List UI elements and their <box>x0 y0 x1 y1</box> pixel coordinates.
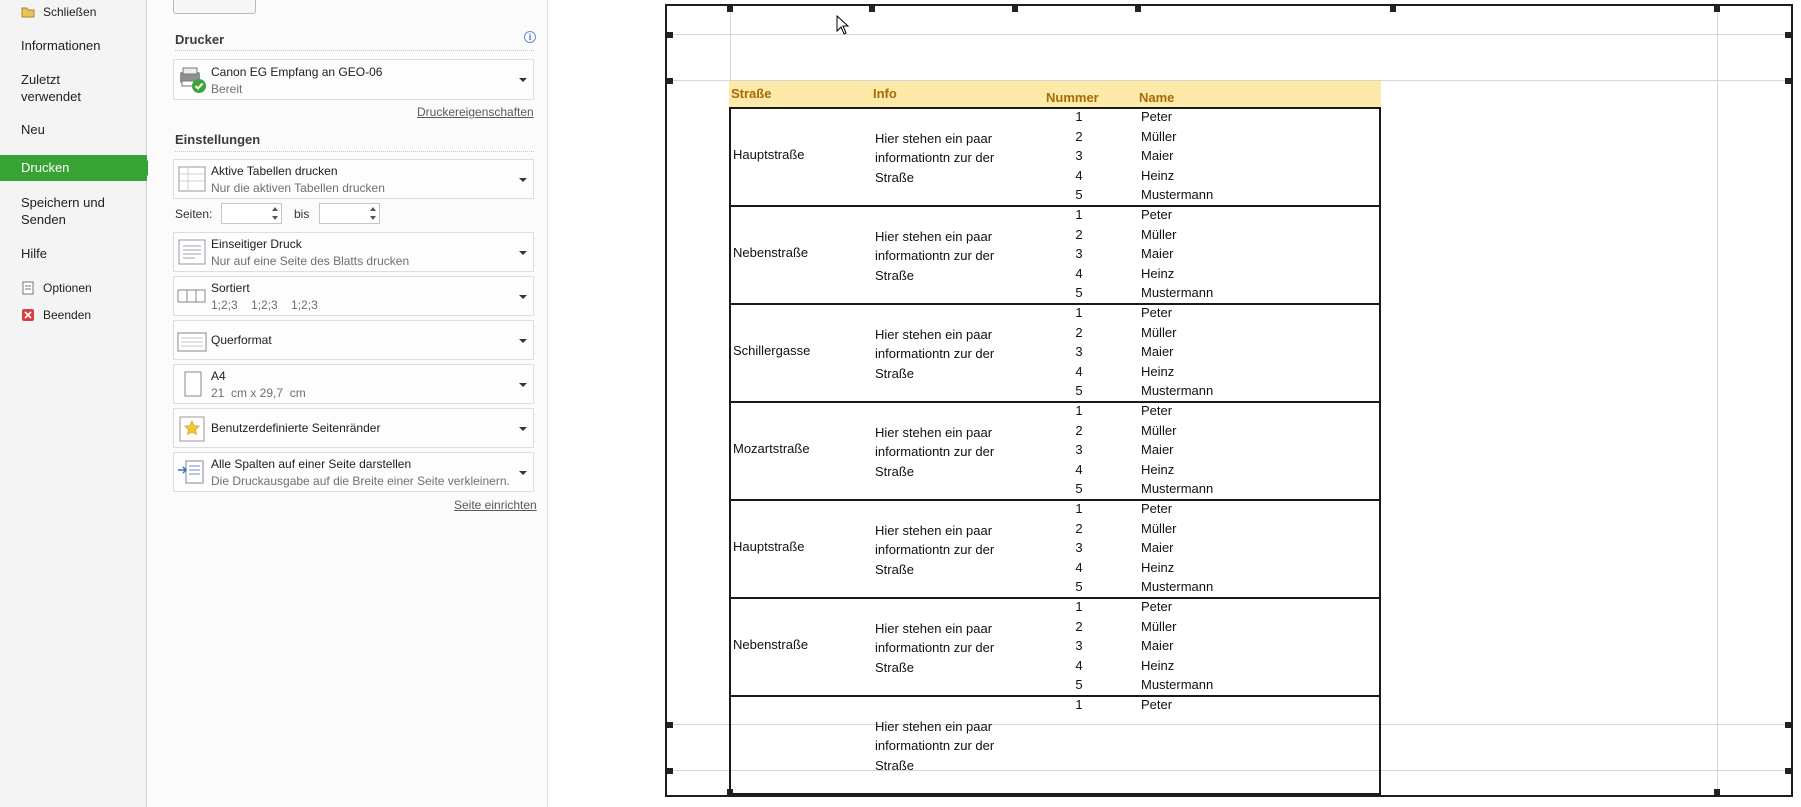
info-cell: Hier stehen ein paar informationtn zur der Straße <box>875 719 995 773</box>
street-cell: Nebenstraße <box>733 245 809 260</box>
pages-to-input[interactable] <box>319 203 380 224</box>
nav-options[interactable] <box>0 280 147 297</box>
name-cell: Heinz <box>1141 559 1175 575</box>
column-header-name: Name <box>1139 90 1175 105</box>
number-cell: 1 <box>1075 305 1083 320</box>
number-cell: 5 <box>1075 677 1083 692</box>
number-cell: 3 <box>1075 148 1083 163</box>
name-cell: Mustermann <box>1141 383 1214 398</box>
nav-exit-label: Beenden <box>43 308 92 322</box>
nav-close-label: Schließen <box>43 5 97 19</box>
table-row <box>731 148 1381 168</box>
info-cell: Hier stehen ein paar informationtn zur der Straße <box>875 523 995 577</box>
sides-sub: Nur auf eine Seite des Blatts drucken <box>211 254 410 268</box>
backstage-navigation <box>0 0 147 807</box>
nav-recent-label: Zuletzt verwendet <box>21 72 81 104</box>
nav-info[interactable] <box>0 37 147 54</box>
number-cell: 1 <box>1075 403 1083 418</box>
printer-heading: Drucker <box>175 32 225 47</box>
scaling-sub: Die Druckausgabe auf die Breite einer Seite verkleinern. <box>211 474 510 488</box>
table-row <box>731 227 1381 247</box>
settings-heading: Einstellungen <box>175 132 261 147</box>
margin-handle[interactable] <box>667 722 673 728</box>
name-cell: Heinz <box>1141 167 1175 183</box>
number-cell: 4 <box>1075 167 1083 183</box>
name-cell: Heinz <box>1141 363 1175 379</box>
number-cell: 2 <box>1075 422 1083 438</box>
preview-table <box>729 81 1381 773</box>
document-options-icon <box>21 281 35 295</box>
street-cell: Schillergasse <box>733 343 811 358</box>
number-cell: 1 <box>1075 501 1083 516</box>
spin-up-icon[interactable] <box>272 207 278 211</box>
print-button[interactable] <box>173 0 256 14</box>
info-cell: Hier stehen ein paar informationtn zur der Straße <box>875 131 995 185</box>
collated-pages-icon <box>177 284 207 312</box>
name-cell: Maier <box>1141 148 1174 163</box>
name-cell: Müller <box>1141 618 1177 634</box>
table-row <box>731 285 1381 305</box>
name-cell: Maier <box>1141 246 1174 261</box>
one-sided-page-icon <box>177 238 207 266</box>
number-cell: 1 <box>1075 697 1083 712</box>
column-header-info: Info <box>873 86 897 101</box>
table-row <box>731 462 1381 482</box>
nav-help[interactable] <box>0 245 147 262</box>
column-header-number: Nummer <box>1046 90 1099 105</box>
collate-dropdown[interactable] <box>173 276 534 316</box>
name-cell: Müller <box>1141 226 1177 242</box>
name-cell: Maier <box>1141 540 1174 555</box>
info-cell: Hier stehen ein paar informationtn zur der Straße <box>875 229 995 283</box>
column-handle[interactable] <box>1714 789 1720 795</box>
nav-print-label: Drucken <box>21 160 70 175</box>
mouse-pointer-icon <box>836 15 848 35</box>
name-cell: Maier <box>1141 442 1174 457</box>
column-header-street: Straße <box>731 86 772 101</box>
column-handle[interactable] <box>1135 6 1141 12</box>
spin-up-icon[interactable] <box>370 207 376 211</box>
page-setup-link[interactable]: Seite einrichten <box>454 498 537 512</box>
name-cell: Müller <box>1141 520 1177 536</box>
orientation-dropdown[interactable] <box>173 320 534 360</box>
name-cell: Peter <box>1141 207 1173 222</box>
print-what-main: Aktive Tabellen drucken <box>211 164 338 178</box>
column-handle[interactable] <box>1012 6 1018 12</box>
name-cell: Müller <box>1141 422 1177 438</box>
number-cell: 3 <box>1075 540 1083 555</box>
name-cell: Maier <box>1141 638 1174 653</box>
table-row <box>731 344 1381 364</box>
info-icon[interactable]: i <box>524 31 536 43</box>
number-cell: 5 <box>1075 187 1083 202</box>
chevron-down-icon <box>519 471 527 475</box>
scaling-main: Alle Spalten auf einer Seite darstellen <box>211 457 412 471</box>
number-cell: 1 <box>1075 207 1083 222</box>
table-row <box>731 383 1381 403</box>
number-cell: 4 <box>1075 461 1083 477</box>
spin-down-icon[interactable] <box>272 216 278 220</box>
margin-handle[interactable] <box>1785 32 1791 38</box>
table-row <box>731 266 1381 286</box>
column-handle[interactable] <box>727 6 733 12</box>
number-cell: 2 <box>1075 520 1083 536</box>
number-cell: 2 <box>1075 618 1083 634</box>
column-handle[interactable] <box>869 6 875 12</box>
name-cell: Mustermann <box>1141 677 1214 692</box>
printer-name: Canon EG Empfang an GEO-06 <box>211 65 383 79</box>
paper-size-sub: 21 cm x 29,7 cm <box>211 386 306 400</box>
margin-handle[interactable] <box>1785 78 1791 84</box>
number-cell: 4 <box>1075 363 1083 379</box>
column-handle[interactable] <box>1714 6 1720 12</box>
pages-label: Seiten: <box>175 207 213 221</box>
number-cell: 3 <box>1075 246 1083 261</box>
table-row <box>731 677 1381 697</box>
printer-status: Bereit <box>211 82 243 96</box>
table-row <box>731 109 1381 129</box>
number-cell: 3 <box>1075 638 1083 653</box>
nav-print[interactable] <box>0 155 147 181</box>
pages-to-label: bis <box>294 207 310 221</box>
print-settings-panel <box>148 0 548 807</box>
nav-new[interactable] <box>0 121 147 138</box>
chevron-down-icon <box>519 251 527 255</box>
printer-divider <box>175 50 534 51</box>
spin-down-icon[interactable] <box>370 216 376 220</box>
name-cell: Peter <box>1141 697 1173 712</box>
chevron-down-icon <box>519 295 527 299</box>
street-cell: Hauptstraße <box>733 147 805 162</box>
chevron-down-icon <box>519 78 527 82</box>
sides-dropdown[interactable] <box>173 232 534 272</box>
number-cell: 4 <box>1075 265 1083 281</box>
street-cell: Mozartstraße <box>733 441 810 456</box>
nav-exit[interactable] <box>0 307 147 324</box>
nav-save-send[interactable] <box>0 194 125 228</box>
table-row <box>731 481 1381 501</box>
table-group <box>729 109 1381 207</box>
margins-main: Benutzerdefinierte Seitenränder <box>211 421 381 435</box>
name-cell: Mustermann <box>1141 285 1214 300</box>
name-cell: Peter <box>1141 403 1173 418</box>
chevron-down-icon <box>519 178 527 182</box>
number-cell: 2 <box>1075 128 1083 144</box>
exit-icon <box>21 308 35 322</box>
nav-save-send-label: Speichern und Senden <box>21 195 105 227</box>
table-group <box>729 501 1381 599</box>
info-cell: Hier stehen ein paar informationtn zur der Straße <box>875 327 995 381</box>
number-cell: 4 <box>1075 657 1083 673</box>
name-cell: Mustermann <box>1141 481 1214 496</box>
table-group <box>729 599 1381 697</box>
name-cell: Peter <box>1141 599 1173 614</box>
number-cell: 5 <box>1075 383 1083 398</box>
name-cell: Mustermann <box>1141 579 1214 594</box>
info-cell: Hier stehen ein paar informationtn zur der Straße <box>875 425 995 479</box>
landscape-page-icon <box>177 328 207 356</box>
name-cell: Maier <box>1141 344 1174 359</box>
street-cell: Nebenstraße <box>733 637 809 652</box>
paper-size-main: A4 <box>211 369 226 383</box>
nav-recent[interactable] <box>0 71 120 105</box>
table-row <box>731 658 1381 678</box>
name-cell: Müller <box>1141 324 1177 340</box>
portrait-page-icon <box>177 370 207 398</box>
collate-sub: 1;2;3 1;2;3 1;2;3 <box>211 298 318 312</box>
table-row <box>731 207 1381 227</box>
sides-main: Einseitiger Druck <box>211 237 302 251</box>
table-row <box>731 638 1381 658</box>
print-what-sub: Nur die aktiven Tabellen drucken <box>211 181 385 195</box>
margin-handle[interactable] <box>1785 768 1791 774</box>
table-row <box>731 540 1381 560</box>
scaling-dropdown[interactable] <box>173 452 534 492</box>
number-cell: 5 <box>1075 481 1083 496</box>
collate-main: Sortiert <box>211 281 250 295</box>
table-row <box>731 423 1381 443</box>
table-header <box>729 81 1381 109</box>
nav-help-label: Hilfe <box>21 246 48 261</box>
column-handle[interactable] <box>1390 6 1396 12</box>
table-row <box>731 403 1381 423</box>
table-row <box>731 187 1381 207</box>
table-row <box>731 579 1381 599</box>
street-cell: Hauptstraße <box>733 539 805 554</box>
name-cell: Mustermann <box>1141 187 1214 202</box>
fit-columns-icon <box>177 458 207 486</box>
table-row <box>731 619 1381 639</box>
margin-handle[interactable] <box>667 768 673 774</box>
table-row <box>731 697 1381 717</box>
printer-properties-link[interactable]: Druckereigenschaften <box>417 105 534 119</box>
margins-dropdown[interactable] <box>173 408 534 448</box>
name-cell: Heinz <box>1141 461 1175 477</box>
table-row <box>731 305 1381 325</box>
name-cell: Peter <box>1141 305 1173 320</box>
number-cell: 2 <box>1075 324 1083 340</box>
nav-info-label: Informationen <box>21 38 101 53</box>
number-cell: 2 <box>1075 226 1083 242</box>
nav-options-label: Optionen <box>43 281 92 295</box>
name-cell: Müller <box>1141 128 1177 144</box>
margin-handle[interactable] <box>667 78 673 84</box>
name-cell: Peter <box>1141 501 1173 516</box>
table-group <box>729 697 1381 795</box>
number-cell: 1 <box>1075 599 1083 614</box>
name-cell: Heinz <box>1141 657 1175 673</box>
table-group <box>729 207 1381 305</box>
pages-from-input[interactable] <box>221 203 282 224</box>
chevron-down-icon <box>519 427 527 431</box>
table-row <box>731 521 1381 541</box>
name-cell: Peter <box>1141 109 1173 124</box>
table-row <box>731 560 1381 580</box>
table-row <box>731 364 1381 384</box>
table-row <box>731 129 1381 149</box>
printer-dropdown[interactable] <box>173 59 534 100</box>
info-cell: Hier stehen ein paar informationtn zur der Straße <box>875 621 995 675</box>
margin-handle[interactable] <box>1785 722 1791 728</box>
folder-icon <box>21 5 35 19</box>
custom-margins-star-icon <box>177 415 207 443</box>
sheet-grid-icon <box>177 165 207 193</box>
table-row <box>731 599 1381 619</box>
paper-size-dropdown[interactable] <box>173 364 534 404</box>
chevron-down-icon <box>519 383 527 387</box>
table-row <box>731 442 1381 462</box>
number-cell: 3 <box>1075 442 1083 457</box>
number-cell: 3 <box>1075 344 1083 359</box>
margin-handle[interactable] <box>667 32 673 38</box>
nav-new-label: Neu <box>21 122 45 137</box>
number-cell: 1 <box>1075 109 1083 124</box>
table-group <box>729 305 1381 403</box>
chevron-down-icon <box>519 339 527 343</box>
table-row <box>731 168 1381 188</box>
number-cell: 5 <box>1075 285 1083 300</box>
print-what-dropdown[interactable] <box>173 159 534 199</box>
number-cell: 5 <box>1075 579 1083 594</box>
table-group <box>729 403 1381 501</box>
table-row <box>731 246 1381 266</box>
orientation-main: Querformat <box>211 333 272 347</box>
margin-guide <box>1717 6 1718 795</box>
nav-close[interactable] <box>0 4 147 21</box>
printer-ready-icon <box>177 66 207 94</box>
settings-divider <box>175 151 534 152</box>
name-cell: Heinz <box>1141 265 1175 281</box>
table-row <box>731 325 1381 345</box>
table-row <box>731 501 1381 521</box>
number-cell: 4 <box>1075 559 1083 575</box>
